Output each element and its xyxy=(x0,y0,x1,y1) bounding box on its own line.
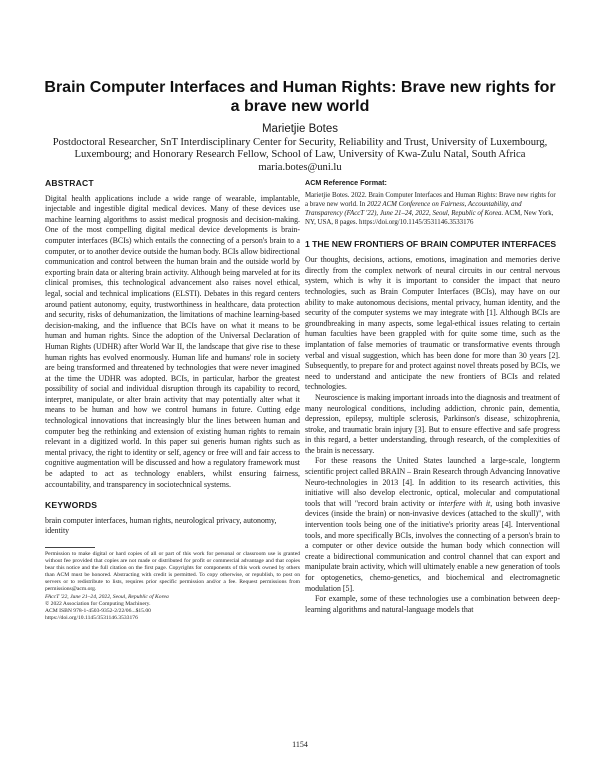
footnote-divider xyxy=(45,547,95,548)
author-name: Marietjie Botes xyxy=(261,123,339,135)
acm-ref-heading: ACM Reference Format: xyxy=(305,178,387,187)
section-1-paragraph-4: For example, some of these technologies use a combination between deep-learning algorithms and natural-language models that xyxy=(305,594,560,614)
acm-ref-pre: Marietjie Botes. 2022. Brain Computer Interfaces and Human Rights: Brave new rights for a brave new world. In xyxy=(305,191,556,208)
isbn-line: ACM ISBN 978-1-4503-9352-2/22/06...$15.00 xyxy=(45,607,151,614)
left-column xyxy=(45,178,300,622)
section-1-paragraph-3 xyxy=(305,456,560,594)
page-number: 1154 xyxy=(292,740,308,749)
right-column xyxy=(305,178,560,615)
doi-line: https://doi.org/10.1145/3531146.3533176 xyxy=(45,614,138,621)
section-1-paragraph-2: Neuroscience is making important inroads into the diagnosis and treatment of many neurological conditions, including addiction, chronic pain, dementia, depression, epilepsy, multiple sclerosis, Parkinson's disease, schizophrenia, stroke, and traumatic brain injury [3]. But to ensure effective and safe progress in this regard, a better understanding, through research, of the complexities of the brain is necessary. xyxy=(305,392,560,455)
keywords-text: brain computer interfaces, human rights, neurological privacy, autonomy, identity xyxy=(45,515,277,536)
paper-title: Brain Computer Interfaces and Human Rights: Brave new rights for a brave new world xyxy=(44,79,556,115)
section-1-paragraph-1: Our thoughts, decisions, actions, emotions, imagination and memories derive directly from the complex network of neural circuits in our central nervous system, which is why it is important to consider the impact that neuro technologies, such as Brain Computer Interfaces (BCIs), may have on our ability to make autonomous decisions, mental privacy, human identity, and the security of the computer systems we may integrate with [1]. Although BCIs are groundbreaking in many aspects, some legal-ethical issues relating to certain human faculties have been grappled with for quite some time, such as the implantation of false memories of traumatic or transformative events through verbal and visual suggestion, which has been done for more than 30 years [2]. Subsequently, to prepare for and protect against novel threats posed by BCIs, we need to understand and anticipate the new frontiers of BCIs and related technologies. xyxy=(305,255,560,392)
venue-line: FAccT '22, June 21–24, 2022, Seoul, Republic of Korea xyxy=(45,593,169,600)
permission-footnote xyxy=(45,551,300,622)
acm-ref-text xyxy=(305,191,560,227)
abstract-text: Digital health applications include a wide range of wearable, implantable, injectable and ingestible digital medical devices. Many of these devices use machine learning algorithms to assist medical prognosis and decision-making. One of the most compelling digital medical device developments is brain-computer interfaces (BCIs) which entails the connecting of a person's brain to a computer, or to another device outside the human body. BCIs allow bidirectional communication and control between the human brain and the outside world by exporting brain data or altering brain activity. Although being marveled at for its clinical promises, this technological advancement also raises novel ethical, legal, social and technical implications (ELSTI). Debates in this regard centers around patient autonomy, equity, trustworthiness in healthcare, data protection and security, risks of dehumanization, the limitations of machine learning-based decision-making, and the influence that BCIs have on what it means to be human and human rights. Since the adoption of the Universal Declaration of Human Rights (UDHR) after World War II, the landscape that give rise to these human rights has evolved enormously. Human life and humans' role in society are being transformed and threatened by technologies that were never imagined at the time the UDHR was adopted. BCIs, in particular, harbor the greatest possibility of social and individual disruption through its capability to record, interpret, manipulate, or alter brain activity that may potentially alter what it means to be human and how we control humans in future. Cutting edge technological innovations that increasingly blur the lines between human and computer beg the rethinking and extension of existing human rights to remain relevant in a digitized world. In this paper sui generis human rights such as mental privacy, the right to identity or self, agency or free will and fair access to cognitive augmentation will be discussed and how a regulatory framework must be adapted to act as technology enablers, whilst ensuring fairness, accountability, and transparency in sociotechnical systems. xyxy=(45,193,300,489)
abstract-heading: ABSTRACT xyxy=(45,178,94,188)
copyright-line: © 2022 Association for Computing Machinery. xyxy=(45,600,151,607)
author-email: maria.botes@uni.lu xyxy=(258,161,342,173)
permission-text: Permission to make digital or hard copies of all or part of this work for personal or classroom use is granted without fee provided that copies are not made or distributed for profit or commercial advantage and that copies bear this notice and the full citation on the first page. Copyrights for components of this work owned by others than ACM must be honored. Abstracting with credit is permitted. To copy otherwise, or republish, to post on servers or to redistribute to lists, requires prior specific permission and/or a fee. Request permissions from permissions@acm.org. xyxy=(45,551,300,593)
acm-ref-post: ACM, New York, NY, USA, 8 pages. https://doi.org/10.1145/3531146.3533176 xyxy=(305,209,554,226)
acm-ref-venue: 2022 ACM Conference on Fairness, Accountability, and Transparency (FAccT '22), June 21–24, 2022, Seoul, Republic of Korea. xyxy=(305,200,522,217)
keywords-heading: KEYWORDS xyxy=(45,500,98,511)
p3-part-b: , using both invasive devices (inside the brain) or non-invasive devices (attached to the skull)", with intervention tools being one of the initiative's priority areas [4]. Interventional tools, and more specifically BCIs, involves the connecting of a person's brain to a computer or other device outside the human body which connection will create a bidirectional communication and control channel that can export and manipulate brain activity, which will ultimately enable a new generation of tools for optogenetics, chemo-genetics, and biochemical and electromagnetic modulation [5]. xyxy=(305,498,560,593)
author-block xyxy=(40,123,560,174)
author-affiliation: Postdoctoral Researcher, SnT Interdisciplinary Center for Security, Reliability and Trust, University of Luxembourg, Luxembourg; and Honorary Research Fellow, School of Law, University of Kwa-Zulu Natal, South Africa xyxy=(52,136,548,160)
section-1-heading: 1 THE NEW FRONTIERS OF BRAIN COMPUTER INTERFACES xyxy=(305,238,557,249)
p3-emphasis: interfere with it xyxy=(438,498,491,508)
p3-part-a: For these reasons the United States launched a large-scale, longterm scientific project called BRAIN – Brain Research through Advancing Innovative Neuro-technologies in 2013 [4]. In addition to its research activities, this initiative will also develop electronic, optical, molecular and computational tools that will "record brain activity or xyxy=(305,456,560,508)
